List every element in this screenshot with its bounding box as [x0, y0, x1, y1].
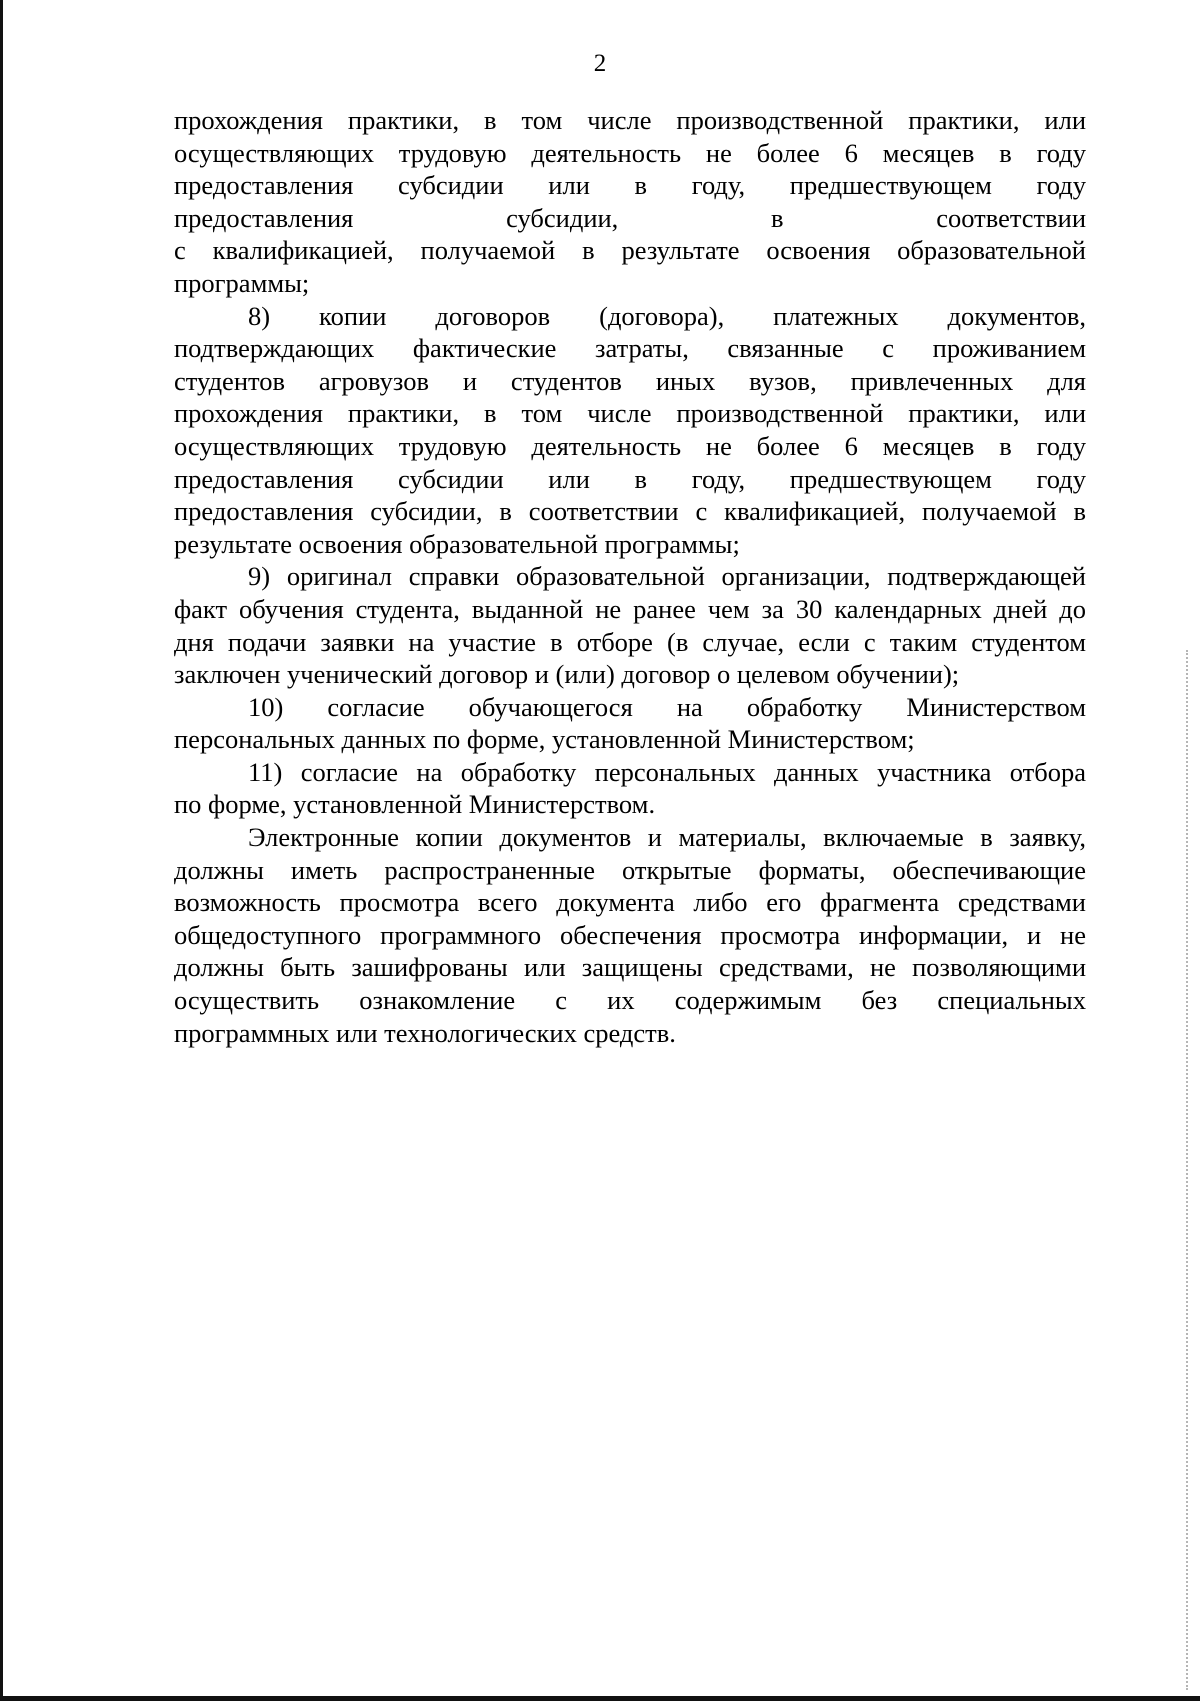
text-line: заключен ученический договор и (или) договор о целевом обучении);	[174, 659, 960, 690]
text-line: возможность просмотра всего документа либо его фрагмента средствами	[174, 887, 1086, 918]
scan-border-bottom	[0, 1696, 1200, 1701]
text-line: общедоступного программного обеспечения просмотра информации, и не	[174, 919, 1086, 950]
text-line: 8) копии договоров (договора), платежных документов,	[248, 300, 1086, 331]
text-line: Электронные копии документов и материалы, включаемые в заявку,	[248, 822, 1086, 853]
scan-artifact-right-edge	[1186, 650, 1192, 1690]
text-line: 9) оригинал справки образовательной организации, подтверждающей	[248, 561, 1086, 592]
text-line: факт обучения студента, выданной не ранее чем за 30 календарных дней до	[174, 593, 1086, 624]
text-line: студентов агровузов и студентов иных вузов, привлеченных для	[174, 365, 1086, 396]
text-line: с квалификацией, получаемой в результате освоения образовательной	[174, 235, 1086, 266]
text-line: осуществляющих трудовую деятельность не более 6 месяцев в году	[174, 430, 1086, 461]
scan-border-left	[0, 0, 3, 1701]
text-line: предоставления субсидии или в году, предшествующем году	[174, 463, 1086, 494]
text-line: должны быть зашифрованы или защищены средствами, не позволяющими	[174, 952, 1086, 983]
text-line: персональных данных по форме, установленной Министерством;	[174, 724, 915, 755]
text-line: программных или технологических средств.	[174, 1017, 676, 1048]
text-line: предоставления субсидии, в соответствии	[174, 202, 1086, 233]
text-line: 10) согласие обучающегося на обработку Министерством	[248, 691, 1086, 722]
text-line: осуществляющих трудовую деятельность не более 6 месяцев в году	[174, 137, 1086, 168]
text-line: осуществить ознакомление с их содержимым без специальных	[174, 985, 1086, 1016]
text-line: подтверждающих фактические затраты, связанные с проживанием	[174, 333, 1086, 364]
text-line: результате освоения образовательной программы;	[174, 528, 740, 559]
text-line: дня подачи заявки на участие в отборе (в случае, если с таким студентом	[174, 626, 1086, 657]
text-line: предоставления субсидии, в соответствии с квалификацией, получаемой в	[174, 496, 1086, 527]
text-line: 11) согласие на обработку персональных данных участника отбора	[248, 756, 1086, 787]
text-line: программы;	[174, 267, 310, 298]
text-line: предоставления субсидии или в году, предшествующем году	[174, 170, 1086, 201]
text-line: должны иметь распространенные открытые форматы, обеспечивающие	[174, 854, 1086, 885]
page-number: 2	[593, 50, 607, 77]
text-line: прохождения практики, в том числе производственной практики, или	[174, 398, 1086, 429]
text-line: по форме, установленной Министерством.	[174, 789, 656, 820]
document-body	[174, 104, 1086, 1049]
text-line: прохождения практики, в том числе производственной практики, или	[174, 105, 1086, 135]
